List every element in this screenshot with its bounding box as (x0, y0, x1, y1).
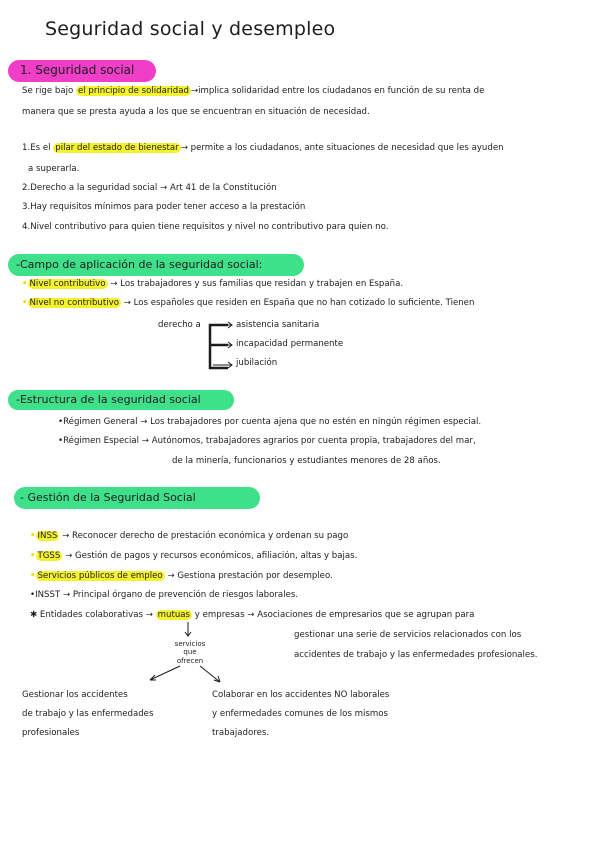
inss-highlight: INSS (37, 531, 58, 541)
section2-heading: -Campo de aplicación de la seguridad social: (16, 258, 263, 271)
right-split-arrow (200, 666, 220, 682)
tgss-highlight: TGSS (37, 551, 61, 561)
section3-item2: •Régimen Especial → Autónomos, trabajadores agrarios por cuenta propia, trabajadores del mar, (58, 436, 476, 446)
section3-item1: •Régimen General → Los trabajadores por cuenta ajena que no estén en ningún régimen especial. (58, 417, 482, 427)
section1-intro-line2: manera que se presta ayuda a los que se encuentran en situación de necesidad. (22, 107, 370, 117)
branch-arrow-1 (213, 322, 232, 328)
left-branch-text: Gestionar los accidentes de trabajo y las enfermedades profesionales (22, 690, 154, 738)
section3-item2-line2: de la minería, funcionarios y estudiantes menores de 28 años. (172, 456, 441, 466)
section1-heading: 1. Seguridad social (20, 63, 135, 77)
pilar-highlight: pilar del estado de bienestar (55, 143, 179, 153)
derecho-bracket (210, 325, 228, 368)
section1-point1-line2: a superarla. (28, 164, 80, 174)
tgss-item: • TGSS → Gestión de pagos y recursos económicos, afiliación, altas y bajas. (30, 551, 358, 561)
branch-arrow-2 (213, 342, 232, 348)
mutuas-highlight: mutuas (157, 610, 191, 620)
derecho-label: derecho a (158, 320, 201, 330)
section1-point2: 2.Derecho a la seguridad social → Art 41 de la Constitución (22, 183, 277, 193)
section4-heading: - Gestión de la Seguridad Social (20, 491, 196, 504)
branch-jubilacion: jubilación (236, 358, 278, 368)
insst-item: •INSST → Principal órgano de prevención de riesgos laborales. (30, 590, 299, 600)
page-title: Seguridad social y desempleo (45, 18, 336, 40)
principio-highlight: el principio de solidaridad (77, 86, 189, 96)
spe-highlight: Servicios públicos de empleo (37, 571, 163, 581)
servicios-note: servicios que ofrecen (174, 640, 206, 665)
left-split-arrow (150, 666, 180, 680)
section2-item2: • Nivel no contributivo → Los españoles que residen en España que no han cotizado lo suficiente. Tienen (22, 298, 475, 308)
section1-point3: 3.Hay requisitos mínimos para poder tener acceso a la prestación (22, 202, 306, 212)
entidades-line3: accidentes de trabajo y las enfermedades profesionales. (294, 650, 538, 660)
section2-item1: • Nivel contributivo → Los trabajadores y sus familias que residan y trabajen en España. (22, 279, 404, 289)
mutuas-down-arrow (185, 622, 191, 636)
right-branch-text: Colaborar en los accidentes NO laborales y enfermedades comunes de los mismos trabajadores. (212, 690, 390, 738)
section1-intro: Se rige bajo el principio de solidaridad →implica solidaridad entre los ciudadanos en función de su renta de (22, 86, 485, 96)
entidades-line2: gestionar una serie de servicios relacionados con los (294, 630, 522, 640)
spe-item: • Servicios públicos de empleo → Gestiona prestación por desempleo. (30, 571, 333, 581)
nivel-no-contributivo-highlight: Nivel no contributivo (29, 298, 119, 308)
inss-item: • INSS → Reconocer derecho de prestación económica y ordenan su pago (30, 531, 349, 541)
entidades-item: ✱ Entidades colaborativas → mutuas y empresas → Asociaciones de empresarios que se agrupan para (30, 610, 475, 620)
nivel-contributivo-highlight: Nivel contributivo (29, 279, 106, 289)
section3-heading: -Estructura de la seguridad social (16, 393, 201, 406)
branch-asistencia: asistencia sanitaria (236, 320, 320, 330)
branch-incapacidad: incapacidad permanente (236, 339, 344, 349)
section1-point1: 1.Es el pilar del estado de bienestar → permite a los ciudadanos, ante situaciones de necesidad que les ayuden (22, 143, 504, 153)
section1-point4: 4.Nivel contributivo para quien tiene requisitos y nivel no contributivo para quien no. (22, 222, 389, 232)
